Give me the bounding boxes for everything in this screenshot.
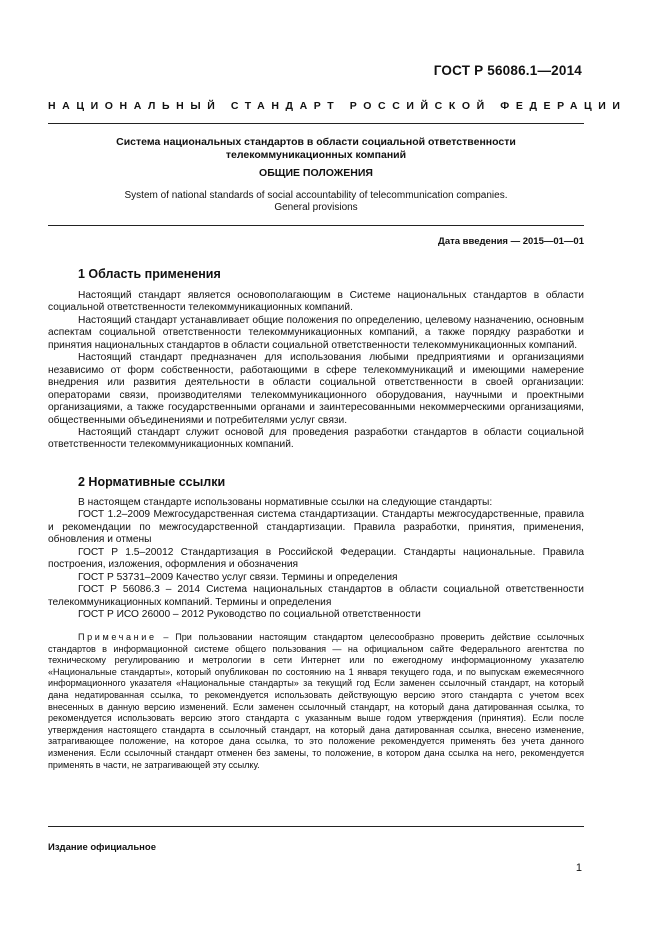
- section-1-body: [48, 290, 584, 452]
- document-title: [48, 136, 584, 162]
- reference-item: ГОСТ Р 1.5–20012 Стандартизация в Российской Федерации. Стандарты национальные. Правила построения, изложения, оформления и обозначения: [48, 546, 584, 571]
- english-title-line-1: System of national standards of social accountability of telecommunication companies.: [124, 190, 508, 201]
- title-line-2: телекоммуникационных компаний: [225, 149, 407, 161]
- title-line-1: Система национальных стандартов в области социальной ответственности: [116, 136, 516, 148]
- reference-item: ГОСТ Р 56086.3 – 2014 Система национальных стандартов в области социальной ответственности телекоммуникационных компаний. Термины и определения: [48, 584, 584, 608]
- section-2-heading: 2 Нормативные ссылки: [78, 475, 226, 489]
- header-divider: [48, 123, 584, 124]
- reference-item: ГОСТ Р 53731–2009 Качество услуг связи. Термины и определения: [78, 571, 398, 583]
- reference-item: ГОСТ Р ИСО 26000 – 2012 Руководство по социальной ответственности: [78, 609, 421, 621]
- note-text: – При пользовании настоящим стандартом целесообразно проверить действие ссылочных стандартов в информационной системе общего пользования — на официальном сайте Федерального агентства по техническому регулированию и метрологии в сети Интернет или по ежегодному информационному указателю «Национальные стандарты», который опубликован по состоянию на 1 января текущего года, и по выпускам ежемесячного информационного указателя «Национальные стандарты» за текущий год Если заменен ссылочный стандарт, на который дана недатированная ссылка, то рекомендуется использовать действующую версию этого стандарта с учетом всех внесенных в данную версию изменений. Если заменен ссылочный стандарт, на который дана датированная ссылка, то рекомендуется использовать версию этого стандарта с указанным выше годом утверждения (принятия). Если после утверждения настоящего стандарта в ссылочный стандарт, на который дана датированная ссылка, внесено изменение, затрагивающее положение, на которое дана ссылка, то это положение рекомендуется применять без учета данного изменения. Если ссылочный стандарт отменен без замены, то положение, в котором дана ссылка на него, рекомендуется применять в части, не затрагивающей эту ссылку.: [48, 632, 584, 770]
- english-title: [48, 190, 584, 214]
- title-divider: [48, 225, 584, 226]
- paragraph: Настоящий стандарт служит основой для проведения разработки стандартов в области социальной ответственности телекоммуникационных компаний.: [48, 426, 584, 451]
- section-2-body: [48, 497, 584, 622]
- page-number: 1: [575, 862, 582, 874]
- paragraph: Настоящий стандарт устанавливает общие положения по определению, целевому назначению, основным аспектам социальной ответственности телекоммуникационных компаний, а также порядку разработки и принятия национальных стандартов в области социальной ответственности телекоммуникационных компаний.: [48, 314, 584, 351]
- document-subtitle: ОБЩИЕ ПОЛОЖЕНИЯ: [259, 167, 373, 179]
- english-title-line-2: General provisions: [274, 202, 358, 213]
- note-paragraph: [48, 632, 584, 771]
- edition-label: Издание официальное: [48, 842, 156, 853]
- paragraph: Настоящий стандарт является основополагающим в Системе национальных стандартов в области социальной ответственности телекоммуникационных компаний.: [48, 290, 584, 314]
- standard-number: ГОСТ Р 56086.1—2014: [433, 63, 582, 78]
- section-1-heading: 1 Область применения: [78, 267, 221, 281]
- reference-item: ГОСТ 1.2–2009 Межгосударственная система стандартизации. Стандарты межгосударственные, правила и рекомендации по межгосударственной стандартизации. Правила разработки, принятия, применения, обновления и отмены: [48, 509, 584, 546]
- national-standard-banner: НАЦИОНАЛЬНЫЙ СТАНДАРТ РОССИЙСКОЙ ФЕДЕРАЦИИ: [48, 100, 627, 112]
- footer-divider: [48, 826, 584, 827]
- introduction-date: Дата введения — 2015—01—01: [438, 236, 584, 247]
- note-label: Примечание: [78, 632, 157, 642]
- paragraph: В настоящем стандарте использованы нормативные ссылки на следующие стандарты:: [78, 497, 493, 508]
- paragraph: Настоящий стандарт предназначен для использования любыми предприятиями и организациями независимо от форм собственности, работающими в сфере телекоммуникаций и имеющими намерение внедрения или развития деятельности в области социальной ответственности в своей организации: операторами связи, производителями телекоммуникационного оборудования, научными и проектными организациями, а также государственными органами и заинтересованными некоммерческими организациями, общественными объединениями и потребителями услуг связи.: [48, 352, 584, 426]
